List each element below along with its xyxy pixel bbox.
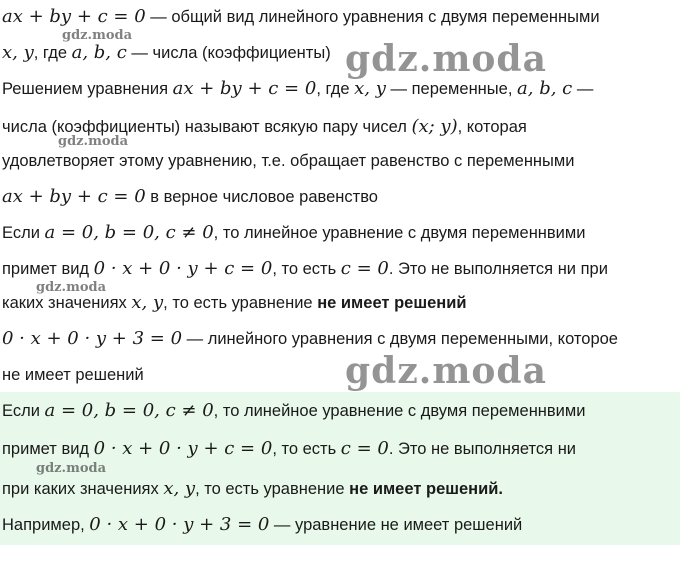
panel-text: , то есть уравнение — [195, 480, 350, 498]
solution-line-4 — [2, 186, 378, 208]
c-equality: c = 0 — [340, 258, 389, 279]
watermark-logo: gdz.moda — [345, 350, 547, 392]
case-text: , то есть уравнение — [163, 294, 318, 312]
example-text: не имеет решений — [2, 366, 144, 384]
general-equation: ax + by + c = 0 — [2, 6, 146, 27]
special-case-line-1 — [2, 222, 585, 244]
panel-text: при каких значениях — [2, 480, 164, 498]
case-text: . Это не выполняется ни при — [388, 260, 608, 278]
panel-text: Если — [2, 402, 45, 420]
case-text: , то есть — [272, 260, 341, 278]
panel-text: примет вид — [2, 440, 94, 458]
solution-text: удовлетворяет этому уравнению, т.е. обращает равенство с переменными — [2, 152, 575, 170]
solution-text: числа (коэффициенты) называют всякую пару чисел — [2, 118, 412, 136]
panel-line-4 — [2, 514, 522, 536]
solution-text: — — [572, 80, 594, 98]
solution-text: — переменные, — [385, 80, 518, 98]
example-line-1 — [2, 328, 618, 350]
example-equation: 0 · x + 0 · y + 3 = 0 — [89, 514, 270, 535]
definition-text: , где — [33, 44, 72, 62]
solution-text: в верное числовое равенство — [145, 188, 378, 206]
equation: ax + by + c = 0 — [172, 78, 317, 99]
watermark-small: gdz.moda — [36, 280, 107, 295]
example-text: — линейного уравнения с двумя переменными, которое — [182, 330, 618, 348]
variables: x, y — [163, 478, 196, 499]
coefficients: a, b, c — [517, 78, 573, 99]
case-text: примет вид — [2, 260, 94, 278]
condition: a = 0, b = 0, c ≠ 0 — [44, 222, 214, 243]
variables: x, y — [2, 42, 34, 63]
equation: ax + by + c = 0 — [2, 186, 146, 207]
watermark-logo: gdz.moda — [345, 38, 547, 80]
special-case-line-2 — [2, 258, 608, 280]
special-case-line-3 — [2, 292, 467, 314]
case-text: , то линейное уравнение с двумя переменнвими — [213, 224, 586, 242]
panel-text: — уравнение не имеет решений — [269, 516, 523, 534]
panel-text: , то есть — [272, 440, 341, 458]
panel-line-2 — [2, 438, 576, 460]
solution-text: Решением уравнения — [2, 80, 173, 98]
watermark-small: gdz.moda — [36, 461, 107, 476]
variables: x, y — [354, 78, 386, 99]
example-line-2 — [2, 364, 144, 386]
variables: x, y — [131, 292, 164, 313]
watermark-small: gdz.moda — [62, 28, 133, 43]
solution-text: , где — [316, 80, 355, 98]
panel-line-1 — [2, 400, 585, 422]
coefficients: a, b, c — [71, 42, 127, 63]
definition-text: — общий вид линейного уравнения с двумя переменными — [145, 8, 600, 26]
panel-text: . Это не выполняется ни — [388, 440, 577, 458]
definition-line-2 — [2, 42, 331, 64]
panel-line-3 — [2, 478, 503, 500]
panel-text: , то линейное уравнение с двумя переменнвими — [213, 402, 586, 420]
c-equality: c = 0 — [340, 438, 389, 459]
no-solutions-bold: не имеет решений — [317, 294, 467, 312]
solution-line-1 — [2, 78, 593, 100]
reduced-form: 0 · x + 0 · y + c = 0 — [93, 258, 273, 279]
condition: a = 0, b = 0, c ≠ 0 — [44, 400, 214, 421]
solution-line-3 — [2, 150, 574, 172]
example-equation: 0 · x + 0 · y + 3 = 0 — [2, 328, 183, 349]
case-text: Если — [2, 224, 45, 242]
case-text: каких значениях — [2, 294, 132, 312]
number-pair: (x; y) — [411, 116, 458, 137]
definition-text: — числа (коэффициенты) — [126, 44, 331, 62]
no-solutions-bold: не имеет решений. — [349, 480, 504, 498]
reduced-form: 0 · x + 0 · y + c = 0 — [93, 438, 273, 459]
definition-line-1 — [2, 6, 600, 28]
panel-text: Например, — [2, 516, 90, 534]
watermark-small: gdz.moda — [58, 134, 129, 149]
solution-text: , которая — [457, 118, 527, 136]
